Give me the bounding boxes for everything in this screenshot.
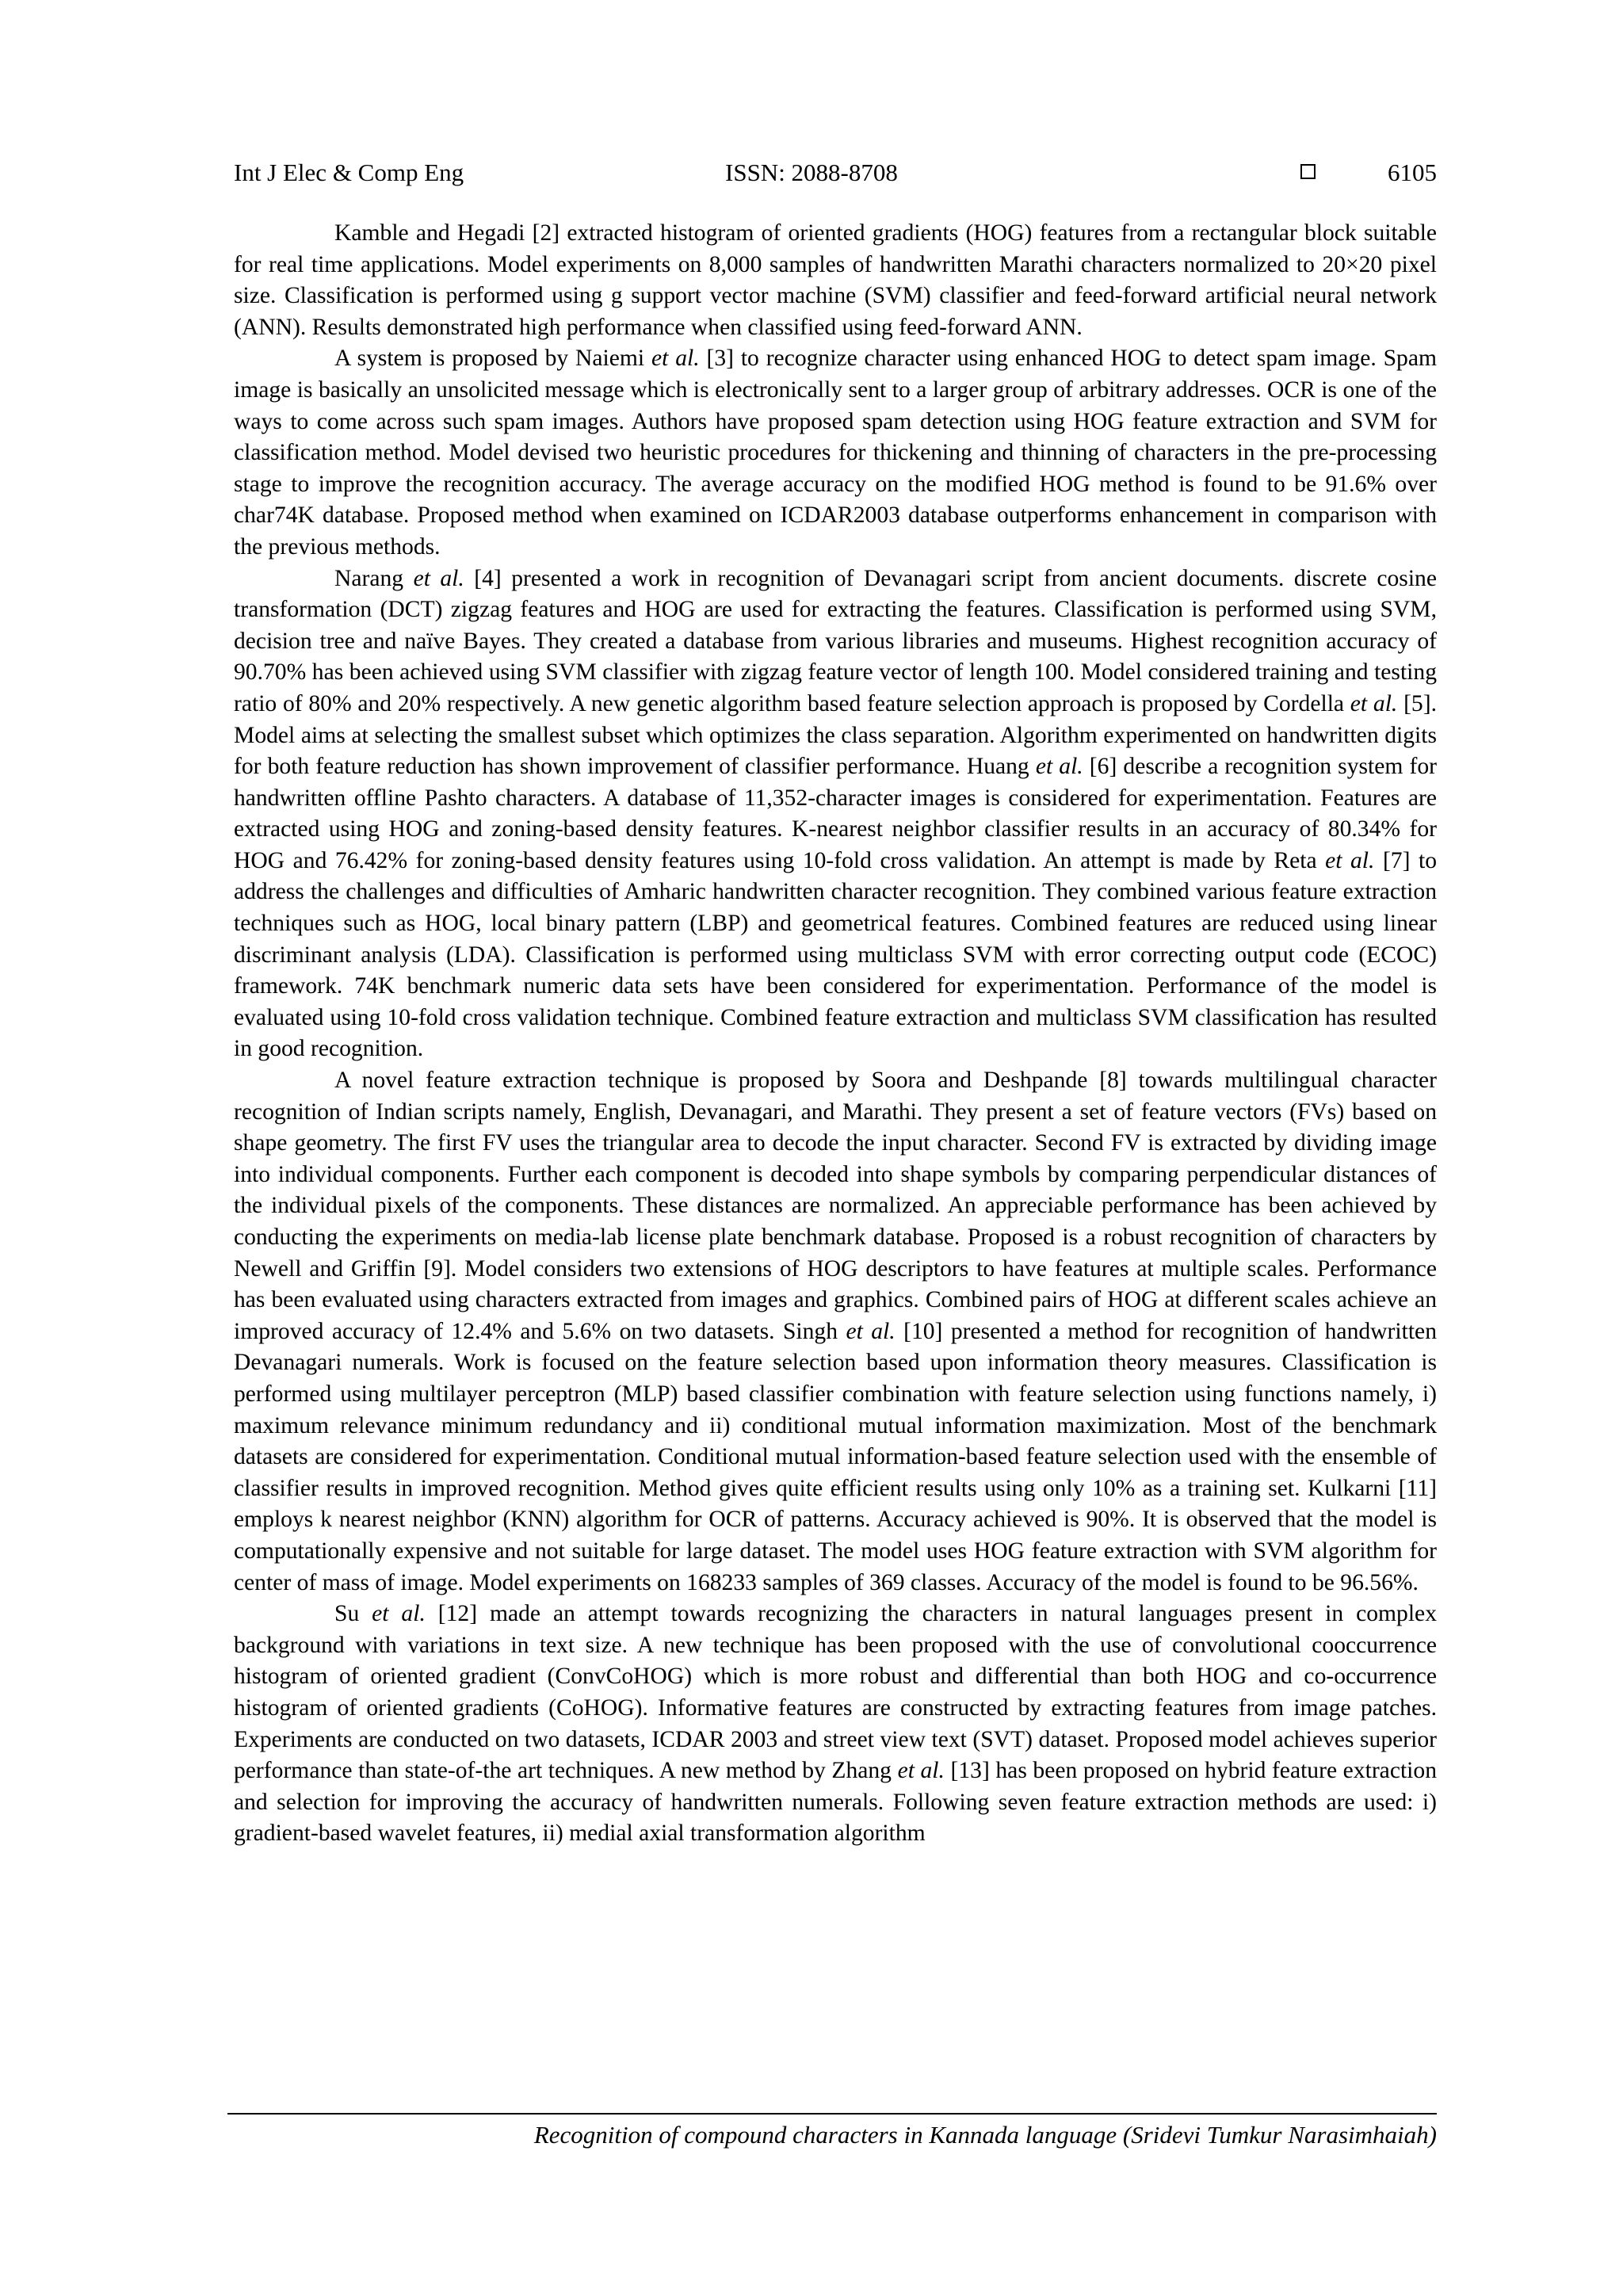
running-header	[234, 155, 1437, 190]
square-bullet-icon	[1300, 164, 1316, 179]
journal-name: Int J Elec & Comp Eng	[234, 159, 464, 186]
paragraph-narang: Narang et al. [4] presented a work in recognition of Devanagari script from ancient documents. discrete cosine transformation (DCT) zigzag features and HOG are used for extracting the features. Classification is performed using SVM, decision tree and naïve Bayes. They created a database from various libraries and museums. Highest recognition accuracy of 90.70% has been achieved using SVM classifier with zigzag feature vector of length 100. Model considered training and testing ratio of 80% and 20% respectively. A new genetic algorithm based feature selection approach is proposed by Cordella et al. [5]. Model aims at selecting the smallest subset which optimizes the class separation. Algorithm experimented on handwritten digits for both feature reduction has shown improvement of classifier performance. Huang et al. [6] describe a recognition system for handwritten offline Pashto characters. A database of 11,352-character images is considered for experimentation. Features are extracted using HOG and zoning-based density features. K-nearest neighbor classifier results in an accuracy of 80.34% for HOG and 76.42% for zoning-based density features using 10-fold cross validation. An attempt is made by Reta et al. [7] to address the challenges and difficulties of Amharic handwritten character recognition. They combined various feature extraction techniques such as HOG, local binary pattern (LBP) and geometrical features. Combined features are reduced using linear discriminant analysis (LDA). Classification is performed using multiclass SVM with error correcting output code (ECOC) framework. 74K benchmark numeric data sets have been considered for experimentation. Performance of the model is evaluated using 10-fold cross validation technique. Combined feature extraction and multiclass SVM classification has resulted in good recognition.	[234, 565, 1437, 1062]
paragraph-kamble-hegadi: Kamble and Hegadi [2] extracted histogram of oriented gradients (HOG) features from a rectangular block suitable for real time applications. Model experiments on 8,000 samples of handwritten Marathi characters normalized to 20×20 pixel size. Classification is performed using g support vector machine (SVM) classifier and feed-forward artificial neural network (ANN). Results demonstrated high performance when classified using feed-forward ANN.	[234, 220, 1437, 340]
footer-divider	[227, 2113, 1437, 2115]
paragraph-naiemi: A system is proposed by Naiemi et al. [3] to recognize character using enhanced HOG to detect spam image. Spam image is basically an unsolicited message which is electronically sent to a larger group of arbitrary addresses. OCR is one of the ways to come across such spam images. Authors have proposed spam detection using HOG feature extraction and SVM for classification method. Model devised two heuristic procedures for thickening and thinning of characters in the pre-processing stage to improve the recognition accuracy. The average accuracy on the modified HOG method is found to be 91.6% over char74K database. Proposed method when examined on ICDAR2003 database outperforms enhancement in comparison with the previous methods.	[234, 346, 1437, 560]
paragraph-soora-deshpande: A novel feature extraction technique is proposed by Soora and Deshpande [8] towards multilingual character recognition of Indian scripts namely, English, Devanagari, and Marathi. They present a set of feature vectors (FVs) based on shape geometry. The first FV uses the triangular area to decode the input character. Second FV is extracted by dividing image into individual components. Further each component is decoded into shape symbols by comparing perpendicular distances of the individual pixels of the components. These distances are normalized. An appreciable performance has been achieved by conducting the experiments on media-lab license plate benchmark database. Proposed is a robust recognition of characters by Newell and Griffin [9]. Model considers two extensions of HOG descriptors to have features at multiple scales. Performance has been evaluated using characters extracted from images and graphics. Combined pairs of HOG at different scales achieve an improved accuracy of 12.4% and 5.6% on two datasets. Singh et al. [10] presented a method for recognition of handwritten Devanagari numerals. Work is focused on the feature selection based upon information theory measures. Classification is performed using multilayer perceptron (MLP) based classifier combination with feature selection using functions namely, i) maximum relevance minimum redundancy and ii) conditional mutual information maximization. Most of the benchmark datasets are considered for experimentation. Conditional mutual information-based feature selection used with the ensemble of classifier results in improved recognition. Method gives quite efficient results using only 10% as a training set. Kulkarni [11] employs k nearest neighbor (KNN) algorithm for OCR of patterns. Accuracy achieved is 90%. It is observed that the model is computationally expensive and not suitable for large dataset. The model uses HOG feature extraction with SVM algorithm for center of mass of image. Model experiments on 168233 samples of 369 classes. Accuracy of the model is found to be 96.56%.	[234, 1068, 1437, 1595]
body-text	[234, 218, 1437, 1850]
page-number: 6105	[1388, 159, 1437, 186]
running-footer: Recognition of compound characters in Kannada language (Sridevi Tumkur Narasimhaiah)	[533, 2121, 1437, 2149]
paragraph-su: Su et al. [12] made an attempt towards recognizing the characters in natural languages present in complex background with variations in text size. A new technique has been proposed with the use of convolutional cooccurrence histogram of oriented gradient (ConvCoHOG) which is more robust and differential than both HOG and co-occurrence histogram of oriented gradients (CoHOG). Informative features are constructed by extracting features from image patches. Experiments are conducted on two datasets, ICDAR 2003 and street view text (SVT) dataset. Proposed model achieves superior performance than state-of-the art techniques. A new method by Zhang et al. [13] has been proposed on hybrid feature extraction and selection for improving the accuracy of handwritten numerals. Following seven feature extraction methods are used: i) gradient-based wavelet features, ii) medial axial transformation algorithm	[234, 1601, 1437, 1847]
issn-label: ISSN: 2088-8708	[725, 159, 898, 186]
